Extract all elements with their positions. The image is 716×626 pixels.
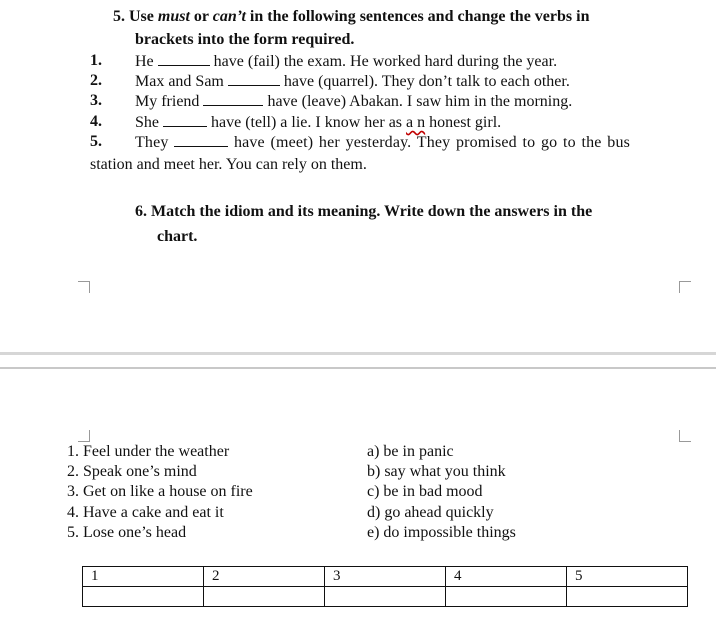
answer-chart-answer-cell[interactable] bbox=[567, 587, 688, 607]
sentence-2: Max and Sam have (quarrel). They don’t talk to each other. bbox=[135, 73, 570, 90]
sentence-1: He have (fail) the exam. He worked hard during the year. bbox=[135, 53, 558, 70]
answer-blank bbox=[174, 133, 228, 147]
answer-blank bbox=[163, 113, 207, 127]
answer-chart-header-cell: 3 bbox=[325, 567, 446, 587]
answer-chart-answer-cell[interactable] bbox=[325, 587, 446, 607]
sentence-5-continuation: station and meet her. You can rely on them. bbox=[90, 156, 367, 173]
page-break-bottom bbox=[0, 367, 716, 369]
meaning-item: e) do impossible things bbox=[367, 524, 516, 541]
sentence-5: They have (meet) her yesterday. They promised to go to the bus bbox=[135, 134, 630, 151]
answer-chart-answer-cell[interactable] bbox=[83, 587, 204, 607]
sentence-number: 3. bbox=[90, 92, 102, 109]
task6-title-line2: chart. bbox=[157, 228, 198, 245]
spellcheck-flag: a n bbox=[406, 114, 426, 131]
answer-blank bbox=[158, 52, 210, 66]
meaning-item: b) say what you think bbox=[367, 463, 506, 480]
answer-chart-answer-row bbox=[83, 587, 688, 607]
crop-mark bbox=[679, 430, 691, 442]
idiom-item: 2. Speak one’s mind bbox=[67, 463, 197, 480]
sentence-number: 1. bbox=[90, 52, 102, 69]
crop-mark bbox=[679, 281, 691, 293]
idiom-item: 3. Get on like a house on fire bbox=[67, 483, 253, 500]
answer-chart bbox=[82, 566, 688, 607]
answer-blank bbox=[203, 92, 263, 106]
sentence-3: My friend have (leave) Abakan. I saw him in the morning. bbox=[135, 93, 573, 110]
sentence-number: 5. bbox=[90, 133, 102, 150]
task6-title-line1: 6. Match the idiom and its meaning. Write down the answers in the bbox=[135, 203, 593, 220]
task5-title-line1: 5. Use must or can’t in the following sentences and change the verbs in bbox=[113, 8, 590, 25]
answer-chart-header-cell: 5 bbox=[567, 567, 688, 587]
meaning-item: c) be in bad mood bbox=[367, 483, 483, 500]
sentence-4: She have (tell) a lie. I know her as a n honest girl. bbox=[135, 114, 502, 131]
answer-chart-header-row bbox=[83, 567, 688, 587]
meaning-item: d) go ahead quickly bbox=[367, 504, 494, 521]
sentence-number: 4. bbox=[90, 113, 102, 130]
crop-mark bbox=[78, 281, 90, 293]
idiom-item: 5. Lose one’s head bbox=[67, 524, 187, 541]
answer-chart-answer-cell[interactable] bbox=[204, 587, 325, 607]
answer-chart-answer-cell[interactable] bbox=[446, 587, 567, 607]
idiom-item: 1. Feel under the weather bbox=[67, 443, 230, 460]
meaning-item: a) be in panic bbox=[367, 443, 454, 460]
answer-chart-header-cell: 2 bbox=[204, 567, 325, 587]
task5-title-line2: brackets into the form required. bbox=[135, 31, 355, 48]
page-break-top bbox=[0, 352, 716, 355]
crop-mark bbox=[78, 430, 90, 442]
sentence-number: 2. bbox=[90, 72, 102, 89]
answer-blank bbox=[228, 72, 280, 86]
idiom-item: 4. Have a cake and eat it bbox=[67, 504, 224, 521]
answer-chart-header-cell: 4 bbox=[446, 567, 567, 587]
answer-chart-header-cell: 1 bbox=[83, 567, 204, 587]
